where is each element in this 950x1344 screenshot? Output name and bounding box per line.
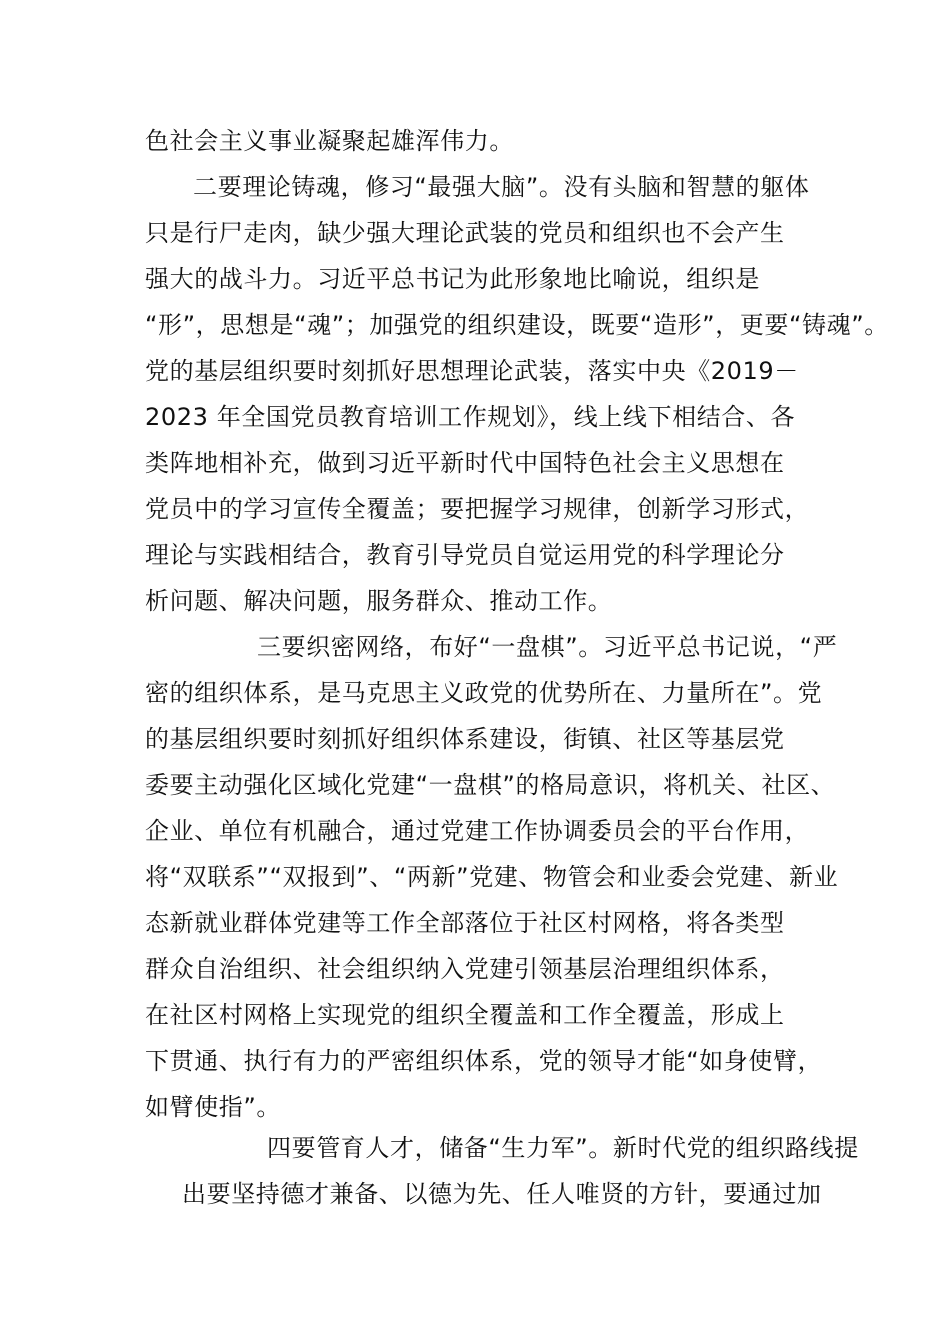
text-line: 出要坚持德才兼备、以德为先、任人唯贤的方针，要通过加: [182, 1180, 822, 1208]
paragraph-start-line: 二要理论铸魂，修习“最强大脑”。没有头脑和智慧的躯体: [193, 173, 810, 201]
text-line: 强大的战斗力。习近平总书记为此形象地比喻说，组织是: [145, 265, 760, 293]
text-line: 在社区村网格上实现党的组织全覆盖和工作全覆盖，形成上: [145, 1001, 785, 1029]
text-line: 只是行尸走肉，缺少强大理论武装的党员和组织也不会产生: [145, 219, 785, 247]
text-line: 将“双联系”“双报到”、“两新”党建、物管会和业委会党建、新业: [145, 863, 839, 891]
text-line: 委要主动强化区域化党建“一盘棋”的格局意识，将机关、社区、: [145, 771, 836, 799]
text-line: 群众自治组织、社会组织纳入党建引领基层治理组织体系，: [145, 955, 785, 983]
text-line: 色社会主义事业凝聚起雄浑伟力。: [145, 127, 514, 155]
text-line: 理论与实践相结合，教育引导党员自觉运用党的科学理论分: [145, 541, 785, 569]
text-line: 类阵地相补充，做到习近平新时代中国特色社会主义思想在: [145, 449, 785, 477]
text-line: “形”，思想是“魂”；加强党的组织建设，既要“造形”，更要“铸魂”。: [145, 311, 889, 339]
text-line: 下贯通、执行有力的严密组织体系，党的领导才能“如身使臂，: [145, 1047, 823, 1075]
text-line: 企业、单位有机融合，通过党建工作协调委员会的平台作用，: [145, 817, 810, 845]
text-line: 密的组织体系，是马克思主义政党的优势所在、力量所在”。党: [145, 679, 823, 707]
paragraph-start-line: 三要织密网络，布好“一盘棋”。习近平总书记说，“严: [257, 633, 838, 661]
text-line: 如臂使指”。: [145, 1093, 282, 1121]
text-line: 的基层组织要时刻抓好组织体系建设，街镇、社区等基层党: [145, 725, 785, 753]
text-line: 2023 年全国党员教育培训工作规划》，线上线下相结合、各: [145, 403, 796, 431]
text-line: 态新就业群体党建等工作全部落位于社区村网格，将各类型: [145, 909, 785, 937]
text-line: 党员中的学习宣传全覆盖；要把握学习规律，创新学习形式，: [145, 495, 810, 523]
text-line: 析问题、解决问题，服务群众、推动工作。: [145, 587, 613, 615]
text-line: 党的基层组织要时刻抓好思想理论武装，落实中央《2019－: [145, 357, 799, 385]
paragraph-start-line: 四要管育人才，储备“生力军”。新时代党的组织路线提: [267, 1134, 859, 1162]
